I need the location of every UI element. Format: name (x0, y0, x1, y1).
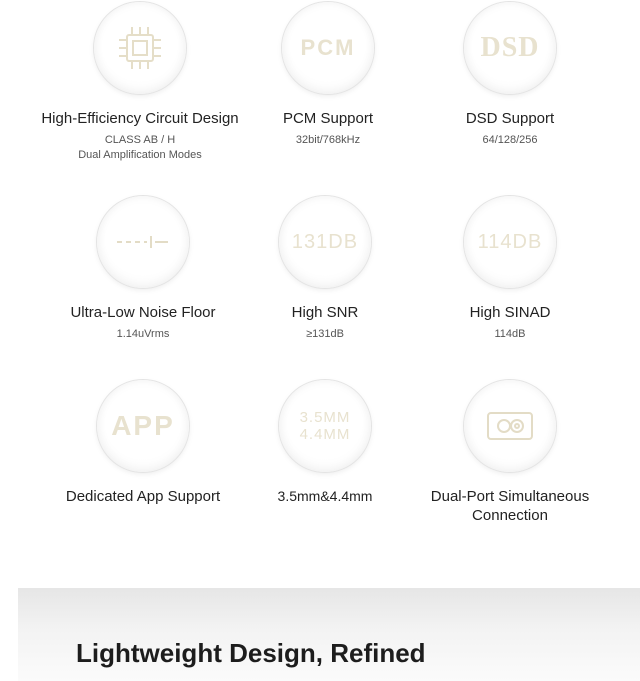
feature-subtitle-line2: Dual Amplification Modes (78, 148, 202, 161)
jack-size-icon (300, 409, 351, 444)
banner-title: Lightweight Design, Refined (76, 638, 426, 668)
feature-dual-port (400, 380, 620, 526)
dual-port-icon (485, 410, 535, 442)
feature-icon-circle (279, 380, 371, 472)
feature-title: High SNR (291, 304, 359, 321)
jack-size-icon-line2: 4.4MM (299, 426, 351, 443)
dsd-icon: DSD (480, 32, 540, 63)
feature-title (400, 488, 620, 526)
app-icon: APP (111, 410, 175, 441)
feature-subtitle (30, 133, 250, 163)
feature-icon-circle (464, 380, 556, 472)
snr-icon: 131DB (291, 231, 359, 253)
feature-subtitle-line1: CLASS AB / H (104, 133, 176, 146)
feature-subtitle: 114dB (494, 327, 526, 340)
feature-icon-circle (94, 2, 186, 94)
feature-subtitle: ≥131dB (306, 327, 344, 340)
feature-title: DSD Support (465, 110, 555, 127)
feature-icon-circle (464, 2, 556, 94)
feature-circuit-design (30, 2, 250, 162)
feature-title: 3.5mm&4.4mm (277, 488, 373, 504)
pcm-icon: PCM (300, 35, 356, 60)
feature-title-line2: Connection (472, 506, 548, 524)
feature-subtitle: 64/128/256 (482, 133, 538, 146)
feature-title: Ultra-Low Noise Floor (70, 304, 216, 321)
feature-subtitle: 1.14uVrms (116, 327, 170, 340)
chip-icon (114, 22, 166, 74)
feature-title: PCM Support (282, 110, 374, 127)
noise-floor-icon (113, 232, 173, 252)
feature-icon-circle (97, 380, 189, 472)
feature-subtitle: 32bit/768kHz (295, 133, 361, 146)
feature-high-sinad (400, 196, 620, 342)
feature-title: Dedicated App Support (65, 488, 221, 505)
feature-title-line1: Dual-Port Simultaneous (430, 488, 590, 505)
feature-title: High-Efficiency Circuit Design (41, 110, 239, 127)
lightweight-design-banner (18, 588, 640, 681)
feature-icon-circle (464, 196, 556, 288)
feature-icon-circle (282, 2, 374, 94)
feature-title: High SINAD (469, 304, 551, 321)
jack-size-icon-line1: 3.5MM (299, 408, 351, 426)
feature-icon-circle (97, 196, 189, 288)
feature-dsd-support (400, 2, 620, 148)
sinad-icon: 114DB (477, 231, 543, 253)
feature-icon-circle (279, 196, 371, 288)
